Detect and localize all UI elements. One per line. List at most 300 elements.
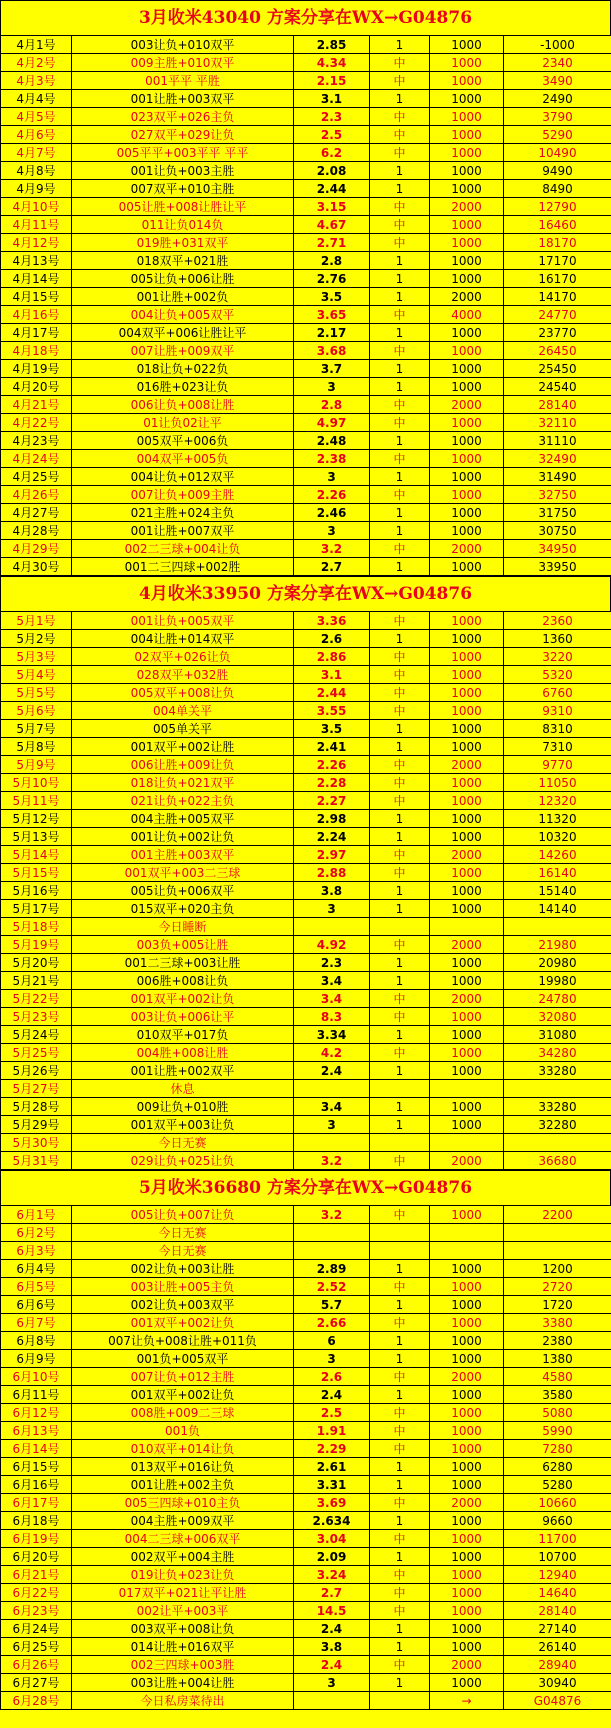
date-cell: 4月4号 xyxy=(1,90,72,108)
date-cell: 4月26号 xyxy=(1,486,72,504)
balance-cell xyxy=(504,1224,611,1242)
odds-cell: 2.08 xyxy=(294,162,370,180)
odds-cell: 3.7 xyxy=(294,360,370,378)
result-cell: 1 xyxy=(370,954,430,972)
result-cell: 中 xyxy=(370,144,430,162)
odds-cell: 3.4 xyxy=(294,1098,370,1116)
pick-cell: 018让负+022负 xyxy=(72,360,294,378)
pick-cell: 017双平+021让平让胜 xyxy=(72,1584,294,1602)
odds-cell: 2.44 xyxy=(294,180,370,198)
stake-cell: 1000 xyxy=(430,432,504,450)
table-row xyxy=(1,1278,611,1296)
odds-cell: 3.4 xyxy=(294,972,370,990)
table-row xyxy=(1,414,611,432)
date-cell: 6月16号 xyxy=(1,1476,72,1494)
balance-cell: 3380 xyxy=(504,1314,611,1332)
table-row xyxy=(1,1458,611,1476)
result-cell: 中 xyxy=(370,216,430,234)
odds-cell: 2.85 xyxy=(294,36,370,54)
balance-cell: 10660 xyxy=(504,1494,611,1512)
balance-cell: 12940 xyxy=(504,1566,611,1584)
result-cell: 1 xyxy=(370,324,430,342)
odds-cell: 3.24 xyxy=(294,1566,370,1584)
balance-cell: 16170 xyxy=(504,270,611,288)
date-cell: 5月7号 xyxy=(1,720,72,738)
odds-cell: 3 xyxy=(294,1674,370,1692)
pick-cell: 001主胜+003双平 xyxy=(72,846,294,864)
odds-cell: 3.4 xyxy=(294,990,370,1008)
result-cell: 中 xyxy=(370,1278,430,1296)
pick-cell: 001二三四球+002胜 xyxy=(72,558,294,576)
table-row xyxy=(1,882,611,900)
stake-cell: 1000 xyxy=(430,684,504,702)
balance-cell: 14140 xyxy=(504,900,611,918)
balance-cell: 3490 xyxy=(504,72,611,90)
results-table xyxy=(0,611,611,1170)
pick-cell: 001让胜+002负 xyxy=(72,288,294,306)
balance-cell: 14170 xyxy=(504,288,611,306)
pick-cell: 005双平+008让负 xyxy=(72,684,294,702)
table-row xyxy=(1,540,611,558)
pick-cell: 009主胜+010双平 xyxy=(72,54,294,72)
date-cell: 6月12号 xyxy=(1,1404,72,1422)
odds-cell: 2.8 xyxy=(294,252,370,270)
pick-cell: 006让胜+009让负 xyxy=(72,756,294,774)
result-cell: 中 xyxy=(370,306,430,324)
odds-cell: 3.31 xyxy=(294,1476,370,1494)
date-cell: 5月13号 xyxy=(1,828,72,846)
date-cell: 6月22号 xyxy=(1,1584,72,1602)
odds-cell: 3.8 xyxy=(294,882,370,900)
table-row xyxy=(1,198,611,216)
table-row xyxy=(1,864,611,882)
section-title: 5月收米36680 方案分享在WX→G04876 xyxy=(0,1170,611,1205)
balance-cell: 32490 xyxy=(504,450,611,468)
pick-cell: 002三四球+003胜 xyxy=(72,1656,294,1674)
date-cell: 5月5号 xyxy=(1,684,72,702)
results-table xyxy=(0,35,611,576)
stake-cell: 1000 xyxy=(430,972,504,990)
pick-cell: 029让负+025让负 xyxy=(72,1152,294,1170)
stake-cell: 1000 xyxy=(430,738,504,756)
odds-cell: 3.1 xyxy=(294,666,370,684)
stake-cell: 1000 xyxy=(430,162,504,180)
result-cell: 中 xyxy=(370,1566,430,1584)
date-cell: 4月27号 xyxy=(1,504,72,522)
pick-cell: 010双平+014让负 xyxy=(72,1440,294,1458)
table-row xyxy=(1,360,611,378)
pick-cell: 006胜+008让负 xyxy=(72,972,294,990)
stake-cell: 1000 xyxy=(430,342,504,360)
pick-cell: 003让胜+004让胜 xyxy=(72,1674,294,1692)
date-cell: 6月20号 xyxy=(1,1548,72,1566)
stake-cell: 1000 xyxy=(430,630,504,648)
table-row xyxy=(1,810,611,828)
stake-cell: 1000 xyxy=(430,1638,504,1656)
pick-cell: 001双平+003让负 xyxy=(72,1116,294,1134)
stake-cell: 1000 xyxy=(430,612,504,630)
pick-cell: 今日私房菜待出 xyxy=(72,1692,294,1710)
odds-cell: 2.41 xyxy=(294,738,370,756)
date-cell: 5月23号 xyxy=(1,1008,72,1026)
odds-cell: 1.91 xyxy=(294,1422,370,1440)
balance-cell xyxy=(504,1134,611,1152)
balance-cell: 32280 xyxy=(504,1116,611,1134)
odds-cell: 4.97 xyxy=(294,414,370,432)
result-cell: 中 xyxy=(370,774,430,792)
result-cell: 1 xyxy=(370,1638,430,1656)
date-cell: 5月4号 xyxy=(1,666,72,684)
date-cell: 4月17号 xyxy=(1,324,72,342)
odds-cell: 3.04 xyxy=(294,1530,370,1548)
pick-cell: 004双平+006让胜让平 xyxy=(72,324,294,342)
balance-cell: 1200 xyxy=(504,1260,611,1278)
result-cell: 中 xyxy=(370,1422,430,1440)
stake-cell: 1000 xyxy=(430,954,504,972)
odds-cell: 2.97 xyxy=(294,846,370,864)
pick-cell: 005平平+003平平 平平 xyxy=(72,144,294,162)
stake-cell: 1000 xyxy=(430,360,504,378)
balance-cell: 8490 xyxy=(504,180,611,198)
odds-cell: 6 xyxy=(294,1332,370,1350)
date-cell: 5月27号 xyxy=(1,1080,72,1098)
pick-cell: 027双平+029让负 xyxy=(72,126,294,144)
balance-cell: 5280 xyxy=(504,1476,611,1494)
odds-cell: 5.7 xyxy=(294,1296,370,1314)
stake-cell: 1000 xyxy=(430,1404,504,1422)
result-cell: 中 xyxy=(370,1494,430,1512)
pick-cell: 004二三球+006双平 xyxy=(72,1530,294,1548)
result-cell: 1 xyxy=(370,522,430,540)
table-row xyxy=(1,1584,611,1602)
result-cell: 1 xyxy=(370,270,430,288)
stake-cell: 1000 xyxy=(430,1278,504,1296)
odds-cell: 4.2 xyxy=(294,1044,370,1062)
pick-cell: 007让负+009主胜 xyxy=(72,486,294,504)
balance-cell: 33280 xyxy=(504,1062,611,1080)
date-cell: 6月19号 xyxy=(1,1530,72,1548)
stake-cell: 1000 xyxy=(430,1548,504,1566)
balance-cell: 5990 xyxy=(504,1422,611,1440)
stake-cell xyxy=(430,1134,504,1152)
table-row xyxy=(1,1440,611,1458)
stake-cell: 1000 xyxy=(430,180,504,198)
date-cell: 4月16号 xyxy=(1,306,72,324)
result-cell: 中 xyxy=(370,450,430,468)
result-cell: 1 xyxy=(370,1458,430,1476)
table-row xyxy=(1,1224,611,1242)
balance-cell: 11700 xyxy=(504,1530,611,1548)
balance-cell: 17170 xyxy=(504,252,611,270)
pick-cell: 005双平+006负 xyxy=(72,432,294,450)
balance-cell: 28140 xyxy=(504,396,611,414)
pick-cell: 001二三球+003让胜 xyxy=(72,954,294,972)
balance-cell: 14260 xyxy=(504,846,611,864)
stake-cell: 1000 xyxy=(430,486,504,504)
result-cell: 1 xyxy=(370,1332,430,1350)
stake-cell: 1000 xyxy=(430,558,504,576)
table-row xyxy=(1,954,611,972)
result-cell: 1 xyxy=(370,432,430,450)
result-cell: 中 xyxy=(370,990,430,1008)
stake-cell: 1000 xyxy=(430,1350,504,1368)
balance-cell: 2490 xyxy=(504,90,611,108)
pick-cell: 001双平+002让负 xyxy=(72,1314,294,1332)
balance-cell: 36680 xyxy=(504,1152,611,1170)
balance-cell: 34950 xyxy=(504,540,611,558)
pick-cell: 005让负+006让胜 xyxy=(72,270,294,288)
result-cell: 1 xyxy=(370,810,430,828)
result-cell: 中 xyxy=(370,1440,430,1458)
table-row xyxy=(1,1044,611,1062)
pick-cell: 002让负+003双平 xyxy=(72,1296,294,1314)
result-cell: 中 xyxy=(370,414,430,432)
result-cell: 1 xyxy=(370,360,430,378)
date-cell: 4月8号 xyxy=(1,162,72,180)
result-cell: 1 xyxy=(370,630,430,648)
balance-cell: 2360 xyxy=(504,612,611,630)
result-cell: 1 xyxy=(370,1512,430,1530)
odds-cell xyxy=(294,1224,370,1242)
result-cell: 1 xyxy=(370,1350,430,1368)
table-row xyxy=(1,450,611,468)
date-cell: 4月23号 xyxy=(1,432,72,450)
table-row xyxy=(1,504,611,522)
table-row xyxy=(1,684,611,702)
pick-cell: 休息 xyxy=(72,1080,294,1098)
balance-cell: 6760 xyxy=(504,684,611,702)
table-row xyxy=(1,1206,611,1224)
date-cell: 6月17号 xyxy=(1,1494,72,1512)
result-cell xyxy=(370,918,430,936)
odds-cell: 4.34 xyxy=(294,54,370,72)
result-cell: 1 xyxy=(370,558,430,576)
date-cell: 4月12号 xyxy=(1,234,72,252)
date-cell: 5月21号 xyxy=(1,972,72,990)
odds-cell: 2.7 xyxy=(294,558,370,576)
date-cell: 4月14号 xyxy=(1,270,72,288)
table-row xyxy=(1,1026,611,1044)
date-cell: 5月31号 xyxy=(1,1152,72,1170)
balance-cell: 30940 xyxy=(504,1674,611,1692)
odds-cell: 2.8 xyxy=(294,396,370,414)
table-row xyxy=(1,324,611,342)
stake-cell xyxy=(430,1242,504,1260)
pick-cell: 007双平+010主胜 xyxy=(72,180,294,198)
balance-cell: 1380 xyxy=(504,1350,611,1368)
odds-cell: 2.29 xyxy=(294,1440,370,1458)
result-cell: 1 xyxy=(370,252,430,270)
balance-cell: 19980 xyxy=(504,972,611,990)
odds-cell: 2.5 xyxy=(294,1404,370,1422)
result-cell: 1 xyxy=(370,90,430,108)
balance-cell: 25450 xyxy=(504,360,611,378)
result-cell: 中 xyxy=(370,486,430,504)
pick-cell: 今日无赛 xyxy=(72,1224,294,1242)
odds-cell: 3.68 xyxy=(294,342,370,360)
date-cell: 4月11号 xyxy=(1,216,72,234)
result-cell: 1 xyxy=(370,1296,430,1314)
date-cell: 5月10号 xyxy=(1,774,72,792)
stake-cell: 1000 xyxy=(430,900,504,918)
odds-cell xyxy=(294,918,370,936)
pick-cell: 001平平 平胜 xyxy=(72,72,294,90)
date-cell: 5月11号 xyxy=(1,792,72,810)
stake-cell: 1000 xyxy=(430,1620,504,1638)
date-cell: 4月19号 xyxy=(1,360,72,378)
odds-cell: 2.38 xyxy=(294,450,370,468)
balance-cell: 26450 xyxy=(504,342,611,360)
balance-cell: 7280 xyxy=(504,1440,611,1458)
table-row xyxy=(1,1512,611,1530)
table-row xyxy=(1,630,611,648)
stake-cell: 1000 xyxy=(430,1026,504,1044)
pick-cell: 001让负+003主胜 xyxy=(72,162,294,180)
balance-cell: 9490 xyxy=(504,162,611,180)
odds-cell: 2.46 xyxy=(294,504,370,522)
date-cell: 4月20号 xyxy=(1,378,72,396)
date-cell: 6月7号 xyxy=(1,1314,72,1332)
pick-cell: 014让胜+016双平 xyxy=(72,1638,294,1656)
stake-cell: 1000 xyxy=(430,90,504,108)
odds-cell: 2.66 xyxy=(294,1314,370,1332)
table-row xyxy=(1,90,611,108)
table-row xyxy=(1,234,611,252)
balance-cell: 11320 xyxy=(504,810,611,828)
date-cell: 5月9号 xyxy=(1,756,72,774)
table-row xyxy=(1,612,611,630)
table-row xyxy=(1,936,611,954)
result-cell: 中 xyxy=(370,1602,430,1620)
table-row xyxy=(1,666,611,684)
odds-cell: 3.8 xyxy=(294,1638,370,1656)
balance-cell: 9660 xyxy=(504,1512,611,1530)
table-row xyxy=(1,918,611,936)
stake-cell: 1000 xyxy=(430,468,504,486)
table-row xyxy=(1,1386,611,1404)
date-cell: 4月13号 xyxy=(1,252,72,270)
pick-cell: 002让平+003平 xyxy=(72,1602,294,1620)
stake-cell: → xyxy=(430,1692,504,1710)
pick-cell: 021主胜+024主负 xyxy=(72,504,294,522)
result-cell: 1 xyxy=(370,972,430,990)
table-row xyxy=(1,486,611,504)
pick-cell: 001让负+005双平 xyxy=(72,612,294,630)
date-cell: 6月13号 xyxy=(1,1422,72,1440)
date-cell: 6月27号 xyxy=(1,1674,72,1692)
stake-cell: 1000 xyxy=(430,216,504,234)
table-row xyxy=(1,54,611,72)
pick-cell: 002二三球+004让负 xyxy=(72,540,294,558)
pick-cell: 005让负+006双平 xyxy=(72,882,294,900)
balance-cell: 24770 xyxy=(504,306,611,324)
table-row xyxy=(1,522,611,540)
pick-cell: 002让负+003让胜 xyxy=(72,1260,294,1278)
stake-cell: 1000 xyxy=(430,252,504,270)
stake-cell: 1000 xyxy=(430,1332,504,1350)
balance-cell xyxy=(504,918,611,936)
table-row xyxy=(1,702,611,720)
stake-cell: 1000 xyxy=(430,324,504,342)
stake-cell: 2000 xyxy=(430,756,504,774)
table-row xyxy=(1,1152,611,1170)
result-cell xyxy=(370,1134,430,1152)
stake-cell: 1000 xyxy=(430,522,504,540)
stake-cell: 1000 xyxy=(430,648,504,666)
date-cell: 5月29号 xyxy=(1,1116,72,1134)
odds-cell: 2.3 xyxy=(294,108,370,126)
date-cell: 5月24号 xyxy=(1,1026,72,1044)
stake-cell: 1000 xyxy=(430,234,504,252)
balance-cell: 33950 xyxy=(504,558,611,576)
result-cell: 中 xyxy=(370,1584,430,1602)
date-cell: 4月9号 xyxy=(1,180,72,198)
table-row xyxy=(1,1674,611,1692)
section-title: 4月收米33950 方案分享在WX→G04876 xyxy=(0,576,611,611)
date-cell: 5月12号 xyxy=(1,810,72,828)
stake-cell: 1000 xyxy=(430,828,504,846)
pick-cell: 004让胜+014双平 xyxy=(72,630,294,648)
date-cell: 6月6号 xyxy=(1,1296,72,1314)
pick-cell: 023双平+026主负 xyxy=(72,108,294,126)
date-cell: 5月25号 xyxy=(1,1044,72,1062)
stake-cell: 1000 xyxy=(430,882,504,900)
odds-cell: 3.55 xyxy=(294,702,370,720)
stake-cell: 1000 xyxy=(430,270,504,288)
odds-cell: 3 xyxy=(294,378,370,396)
pick-cell: 010双平+017负 xyxy=(72,1026,294,1044)
result-cell: 中 xyxy=(370,54,430,72)
balance-cell: 23770 xyxy=(504,324,611,342)
stake-cell: 2000 xyxy=(430,936,504,954)
pick-cell: 003让胜+005主负 xyxy=(72,1278,294,1296)
table-row xyxy=(1,180,611,198)
balance-cell: 5080 xyxy=(504,1404,611,1422)
date-cell: 4月30号 xyxy=(1,558,72,576)
table-row xyxy=(1,36,611,54)
table-row xyxy=(1,1422,611,1440)
stake-cell xyxy=(430,1224,504,1242)
odds-cell: 3.69 xyxy=(294,1494,370,1512)
balance-cell: 16460 xyxy=(504,216,611,234)
pick-cell: 02双平+026让负 xyxy=(72,648,294,666)
stake-cell: 2000 xyxy=(430,288,504,306)
date-cell: 6月18号 xyxy=(1,1512,72,1530)
result-cell xyxy=(370,1692,430,1710)
stake-cell: 1000 xyxy=(430,1476,504,1494)
result-cell: 中 xyxy=(370,702,430,720)
date-cell: 6月11号 xyxy=(1,1386,72,1404)
balance-cell: 10490 xyxy=(504,144,611,162)
date-cell: 4月3号 xyxy=(1,72,72,90)
date-cell: 4月5号 xyxy=(1,108,72,126)
stake-cell xyxy=(430,1080,504,1098)
balance-cell: 10700 xyxy=(504,1548,611,1566)
pick-cell: 018让负+021双平 xyxy=(72,774,294,792)
odds-cell: 2.5 xyxy=(294,126,370,144)
pick-cell: 今日睡断 xyxy=(72,918,294,936)
balance-cell: G04876 xyxy=(504,1692,611,1710)
date-cell: 4月28号 xyxy=(1,522,72,540)
table-row xyxy=(1,1404,611,1422)
table-row xyxy=(1,72,611,90)
odds-cell: 4.92 xyxy=(294,936,370,954)
table-row xyxy=(1,1494,611,1512)
result-cell: 中 xyxy=(370,1152,430,1170)
odds-cell: 2.98 xyxy=(294,810,370,828)
odds-cell: 2.6 xyxy=(294,1368,370,1386)
table-row xyxy=(1,1476,611,1494)
